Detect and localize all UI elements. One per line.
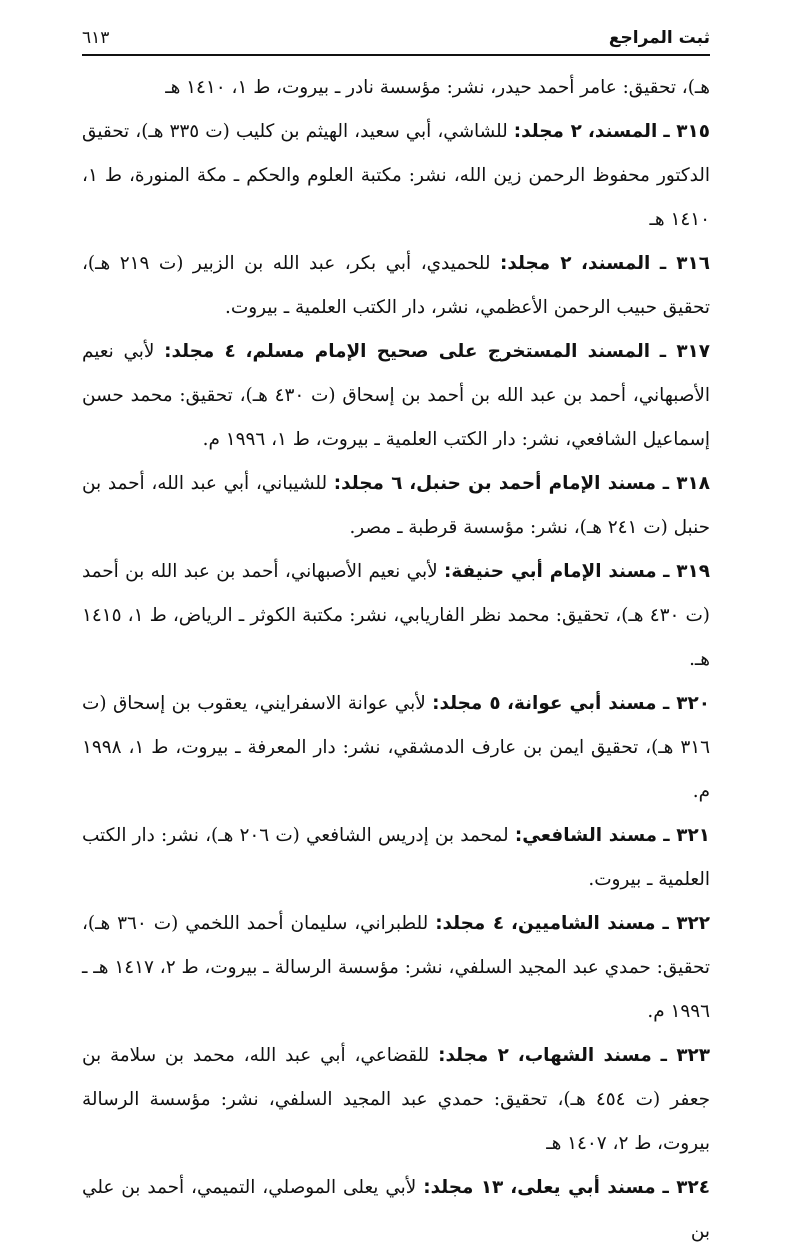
entry-number: ٣٢٣ ـ: [660, 1045, 710, 1066]
entry-number: ٣٢٠ ـ: [663, 693, 710, 714]
entry-volumes: ٤ مجلد:: [164, 341, 236, 362]
entry-title: مسند الشهاب،: [517, 1045, 652, 1066]
reference-entry-320: [82, 682, 710, 814]
reference-entry-318: [82, 462, 710, 550]
entry-title: المسند،: [580, 253, 651, 274]
running-title: ثبت المراجع: [608, 28, 710, 48]
entry-body: لأبي نعيم الأصبهاني، أحمد بن عبد الله بن أحمد بن إسحاق (ت ٤٣٠ هـ)، تحقيق: محمد حسن إسماعيل الشافعي، نشر: دار الكتب العلمية ـ بيروت، ط ١، ١٩٩٦ م.: [82, 341, 710, 450]
entry-title: المسند المستخرج على صحيح الإمام مسلم،: [245, 341, 651, 362]
entry-volumes: ٦ مجلد:: [333, 473, 403, 494]
entry-title: مسند أبي عوانة،: [507, 693, 657, 714]
entry-body: للقضاعي، أبي عبد الله، محمد بن سلامة بن جعفر (ت ٤٥٤ هـ)، تحقيق: حمدي عبد المجيد السلفي، نشر: مؤسسة الرسالة بيروت، ط ٢، ١٤٠٧ هـ: [82, 1045, 711, 1154]
entry-number: ٣١٩ ـ: [663, 561, 710, 582]
page-header: [82, 22, 710, 56]
entry-volumes: ٥ مجلد:: [432, 693, 501, 714]
entry-body: لأبي يعلى الموصلي، التميمي، أحمد بن علي بن: [82, 1177, 710, 1242]
entry-body: لأبي نعيم الأصبهاني، أحمد بن عبد الله بن أحمد (ت ٤٣٠ هـ)، تحقيق: محمد نظر الفاريابي، نشر: مكتبة الكوثر ـ الرياض، ط ١، ١٤١٥ هـ.: [82, 561, 710, 670]
entry-volumes: ٢ مجلد:: [438, 1045, 509, 1066]
entry-body: لمحمد بن إدريس الشافعي (ت ٢٠٦ هـ)، نشر: دار الكتب العلمية ـ بيروت.: [82, 825, 710, 890]
entry-number: ٣٢٤ ـ: [662, 1177, 710, 1198]
references-list: [82, 66, 710, 1254]
entry-body: للطبراني، سليمان أحمد اللخمي (ت ٣٦٠ هـ)، تحقيق: حمدي عبد المجيد السلفي، نشر: مؤسسة الرسالة ـ بيروت، ط ٢، ١٤١٧ هـ ـ ١٩٩٦ م.: [82, 913, 710, 1022]
entry-body: هـ)، تحقيق: عامر أحمد حيدر، نشر: مؤسسة نادر ـ بيروت، ط ١، ١٤١٠ هـ: [165, 77, 710, 98]
reference-entry-319: [82, 550, 710, 682]
entry-number: ٣١٥ ـ: [663, 121, 710, 142]
entry-title: مسند الشاميين،: [511, 913, 656, 934]
entry-body: لأبي عوانة الاسفرايني، يعقوب بن إسحاق (ت ٣١٦ هـ)، تحقيق ايمن بن عارف الدمشقي، نشر: دار المعرفة ـ بيروت، ط ١، ١٩٩٨ م.: [82, 693, 710, 802]
entry-title: مسند الشافعي:: [514, 825, 658, 846]
reference-entry-315: [82, 110, 710, 242]
reference-entry-321: [82, 814, 710, 902]
entry-body: للشاشي، أبي سعيد، الهيثم بن كليب (ت ٣٣٥ هـ)، تحقيق الدكتور محفوظ الرحمن زين الله، نشر: مكتبة العلوم والحكم ـ مكة المنورة، ط ١، ١٤١٠ هـ: [82, 121, 710, 230]
entry-volumes: ٤ مجلد:: [435, 913, 505, 934]
reference-entry-323: [82, 1034, 710, 1166]
entry-number: ٣٢١ ـ: [663, 825, 710, 846]
entry-volumes: ٢ مجلد:: [513, 121, 582, 142]
reference-entry-316: [82, 242, 710, 330]
reference-entry-324: [82, 1166, 710, 1254]
entry-number: ٣١٦ ـ: [659, 253, 710, 274]
entry-number: ٣١٨ ـ: [662, 473, 710, 494]
entry-title: مسند أبي يعلى،: [510, 1177, 656, 1198]
entry-title: مسند الإمام أبي حنيفة:: [444, 561, 657, 582]
entry-title: مسند الإمام أحمد بن حنبل،: [409, 473, 656, 494]
entry-number: ٣١٧ ـ: [659, 341, 710, 362]
entry-body: للشيباني، أبي عبد الله، أحمد بن حنبل (ت ٢٤١ هـ)، نشر: مؤسسة قرطبة ـ مصر.: [82, 473, 710, 538]
entry-volumes: ٢ مجلد:: [499, 253, 572, 274]
reference-entry-317: [82, 330, 710, 462]
reference-entry-322: [82, 902, 710, 1034]
entry-volumes: ١٣ مجلد:: [423, 1177, 504, 1198]
page-number: ٦١٣: [82, 28, 110, 48]
entry-body: للحميدي، أبي بكر، عبد الله بن الزبير (ت ٢١٩ هـ)، تحقيق حبيب الرحمن الأعظمي، نشر، دار الكتب العلمية ـ بيروت.: [82, 253, 710, 318]
entry-title: المسند،: [587, 121, 658, 142]
reference-entry-continued: [82, 66, 710, 110]
entry-number: ٣٢٢ ـ: [662, 913, 710, 934]
